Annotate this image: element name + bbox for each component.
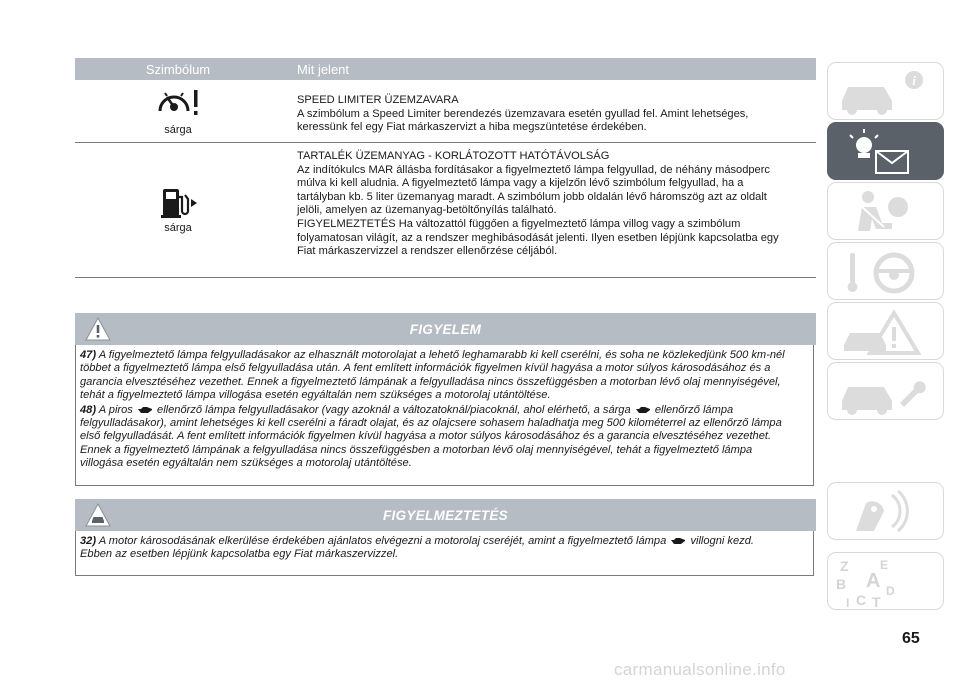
note-text: ellenőrző lámpa — [654, 403, 734, 416]
row-text-line: tartályban kb. 5 liter üzemanyag maradt. A szimbólum jobb oldalán lévő háromszög azt az oldalt — [297, 190, 767, 203]
svg-text:C: C — [856, 592, 867, 608]
caution-note-32 — [80, 535, 807, 562]
note-text: A motor károsodásának elkerülése érdekében ajánlatos elvégezni a motorolaj cseréjét, amint a figyelmeztető lámpa — [98, 535, 667, 547]
watermark: carmanualsonline.info — [614, 660, 786, 679]
tab-index[interactable] — [827, 552, 944, 610]
svg-text:A: A — [866, 570, 881, 592]
row-text-line: FIGYELMEZTETÉS Ha változattól függően a figyelmeztető lámpa villog vagy a szimbólum — [297, 217, 741, 230]
table-row — [75, 80, 816, 143]
table-row — [75, 143, 816, 278]
alphabetical-index-icon — [828, 553, 945, 611]
row-text-line: folyamatosan világít, az a rendszer meghibásodását jelenti. Ilyen esetben lépjünk kapcsolatba egy — [297, 231, 779, 244]
warning-note-47 — [80, 349, 807, 403]
svg-text:B: B — [836, 576, 847, 592]
note-text-line: garancia elvesztéséhez vezethet. Ennek a figyelmeztető lámpának a felgyulladása nincs összefüggésben a motorban lévő olaj mennyiségével, — [80, 375, 781, 388]
note-text-line: többet a figyelmeztető lámpa első felgyulladása után. A fent említett információk figyelmen kívül hagyása a motor súlyos károsodásához és a — [80, 362, 771, 375]
multimedia-icon — [828, 483, 945, 541]
warning-box-body — [75, 345, 814, 486]
tab-starting-driving[interactable] — [827, 242, 944, 300]
row-title: SPEED LIMITER ÜZEMZAVARA — [297, 94, 459, 106]
column-header-meaning: Mit jelent — [297, 61, 350, 77]
color-label: sárga — [164, 123, 192, 136]
seatbelt-airbag-icon — [828, 183, 945, 241]
note-text-line: A figyelmeztető lámpa felgyulladásakor az elhasznált motorolajat a lehető leghamarabb ki kell cserélni, és soha ne közlekedjünk 500 km-nél — [98, 349, 785, 361]
svg-text:E: E — [880, 558, 889, 572]
symbol-cell — [75, 143, 281, 277]
warning-box-header — [75, 313, 816, 345]
tab-safety[interactable] — [827, 182, 944, 240]
symbol-table — [75, 58, 816, 278]
speed-limiter-warning-icon — [156, 87, 200, 121]
note-text-line: villogása esetén egyáltalán nem szükséges a motorolaj utántöltése. — [80, 457, 412, 470]
note-text-line: első felgyulladását. A fent említett információk figyelmen kívül hagyása a motor súlyos károsodásához és a garancia elvesztéséhez vezethet. — [80, 430, 772, 443]
key-steering-wheel-icon — [828, 243, 945, 301]
oil-can-icon — [670, 537, 686, 545]
column-header-symbol: Szimbólum — [145, 61, 211, 77]
warning-note-48 — [80, 404, 807, 471]
svg-text:Z: Z — [840, 558, 849, 574]
note-number: 48) — [80, 403, 97, 416]
row-title: TARTALÉK ÜZEMANYAG - KORLÁTOZOTT HATÓTÁVOLSÁG — [297, 150, 610, 162]
oil-can-icon — [635, 406, 651, 414]
tab-emergency[interactable] — [827, 302, 944, 360]
caution-box-title: FIGYELMEZTETÉS — [383, 508, 508, 523]
svg-text:I: I — [846, 596, 850, 610]
caution-box-body — [75, 531, 814, 576]
page-number: 65 — [902, 630, 920, 647]
row-text-line: jelöli, amelyen az üzemanyag-betöltőnyílás található. — [297, 204, 557, 217]
note-text-line: felgyulladásakor), amint lehetséges ki kell cserélni a fáradt olajat, és az olajcsere sohasem haladhatja meg 500 kilométerrel az ellenőrző lámpa — [80, 417, 782, 430]
svg-text:D: D — [886, 584, 895, 598]
note-text-line: tehát a figyelmeztető lámpa villogása esetén egyáltalán nem szükséges a motorolaj utántöltése. — [80, 389, 551, 402]
tab-multimedia[interactable] — [827, 482, 944, 540]
meaning-cell — [281, 143, 816, 277]
color-label: sárga — [164, 221, 192, 234]
svg-text:i: i — [912, 73, 916, 88]
caution-box-header — [75, 499, 816, 531]
row-text-line: A szimbólum a Speed Limiter berendezés üzemzavara esetén gyullad fel. Amint lehetséges, — [297, 107, 749, 120]
symbol-cell — [75, 80, 281, 142]
note-number: 32) — [80, 535, 97, 547]
tab-maintenance[interactable] — [827, 362, 944, 420]
car-info-icon — [828, 63, 945, 121]
row-text-line: múlva ki kell aludnia. A figyelmeztető lámpa vagy a kijelzőn lévő szimbólum felgyullad, ha a — [297, 177, 744, 190]
note-text: villogni kezd. — [690, 535, 754, 547]
note-text: A piros — [98, 403, 133, 416]
table-header — [75, 58, 816, 80]
warning-box-title: FIGYELEM — [409, 322, 482, 337]
note-text: ellenőrző lámpa felgyulladásakor (vagy azoknál a változatoknál/piacoknál, ahol elérhető, a sárga — [157, 403, 631, 416]
tab-car-info[interactable] — [827, 62, 944, 120]
row-text-line: keressünk fel egy Fiat márkaszervizt a hiba megszüntetése érdekében. — [297, 121, 647, 134]
warning-light-message-icon — [828, 123, 945, 181]
note-text-line: Ebben az esetben lépjünk kapcsolatba egy Fiat márkaszervizzel. — [80, 548, 399, 561]
row-text-line: Az indítókulcs MAR állásba fordításakor a figyelmeztető lámpa felgyullad, de néhány másodperc — [297, 163, 770, 176]
svg-text:T: T — [872, 594, 881, 610]
note-number: 47) — [80, 349, 97, 361]
car-maintenance-icon — [828, 363, 945, 421]
emergency-triangle-icon — [828, 303, 945, 361]
note-text-line: Ennek a figyelmeztető lámpának a felgyulladása nincs összefüggésben a motorban lévő olaj mennyiségével, tehát a figyelmeztető lámpa — [80, 443, 753, 456]
meaning-cell — [281, 80, 816, 142]
row-text-line: Fiat márkaszervizzel a rendszer ellenőrzése céljából. — [297, 245, 558, 258]
fuel-pump-icon — [158, 187, 198, 219]
oil-can-icon — [137, 406, 153, 414]
tab-warning-lights[interactable] — [827, 122, 944, 180]
